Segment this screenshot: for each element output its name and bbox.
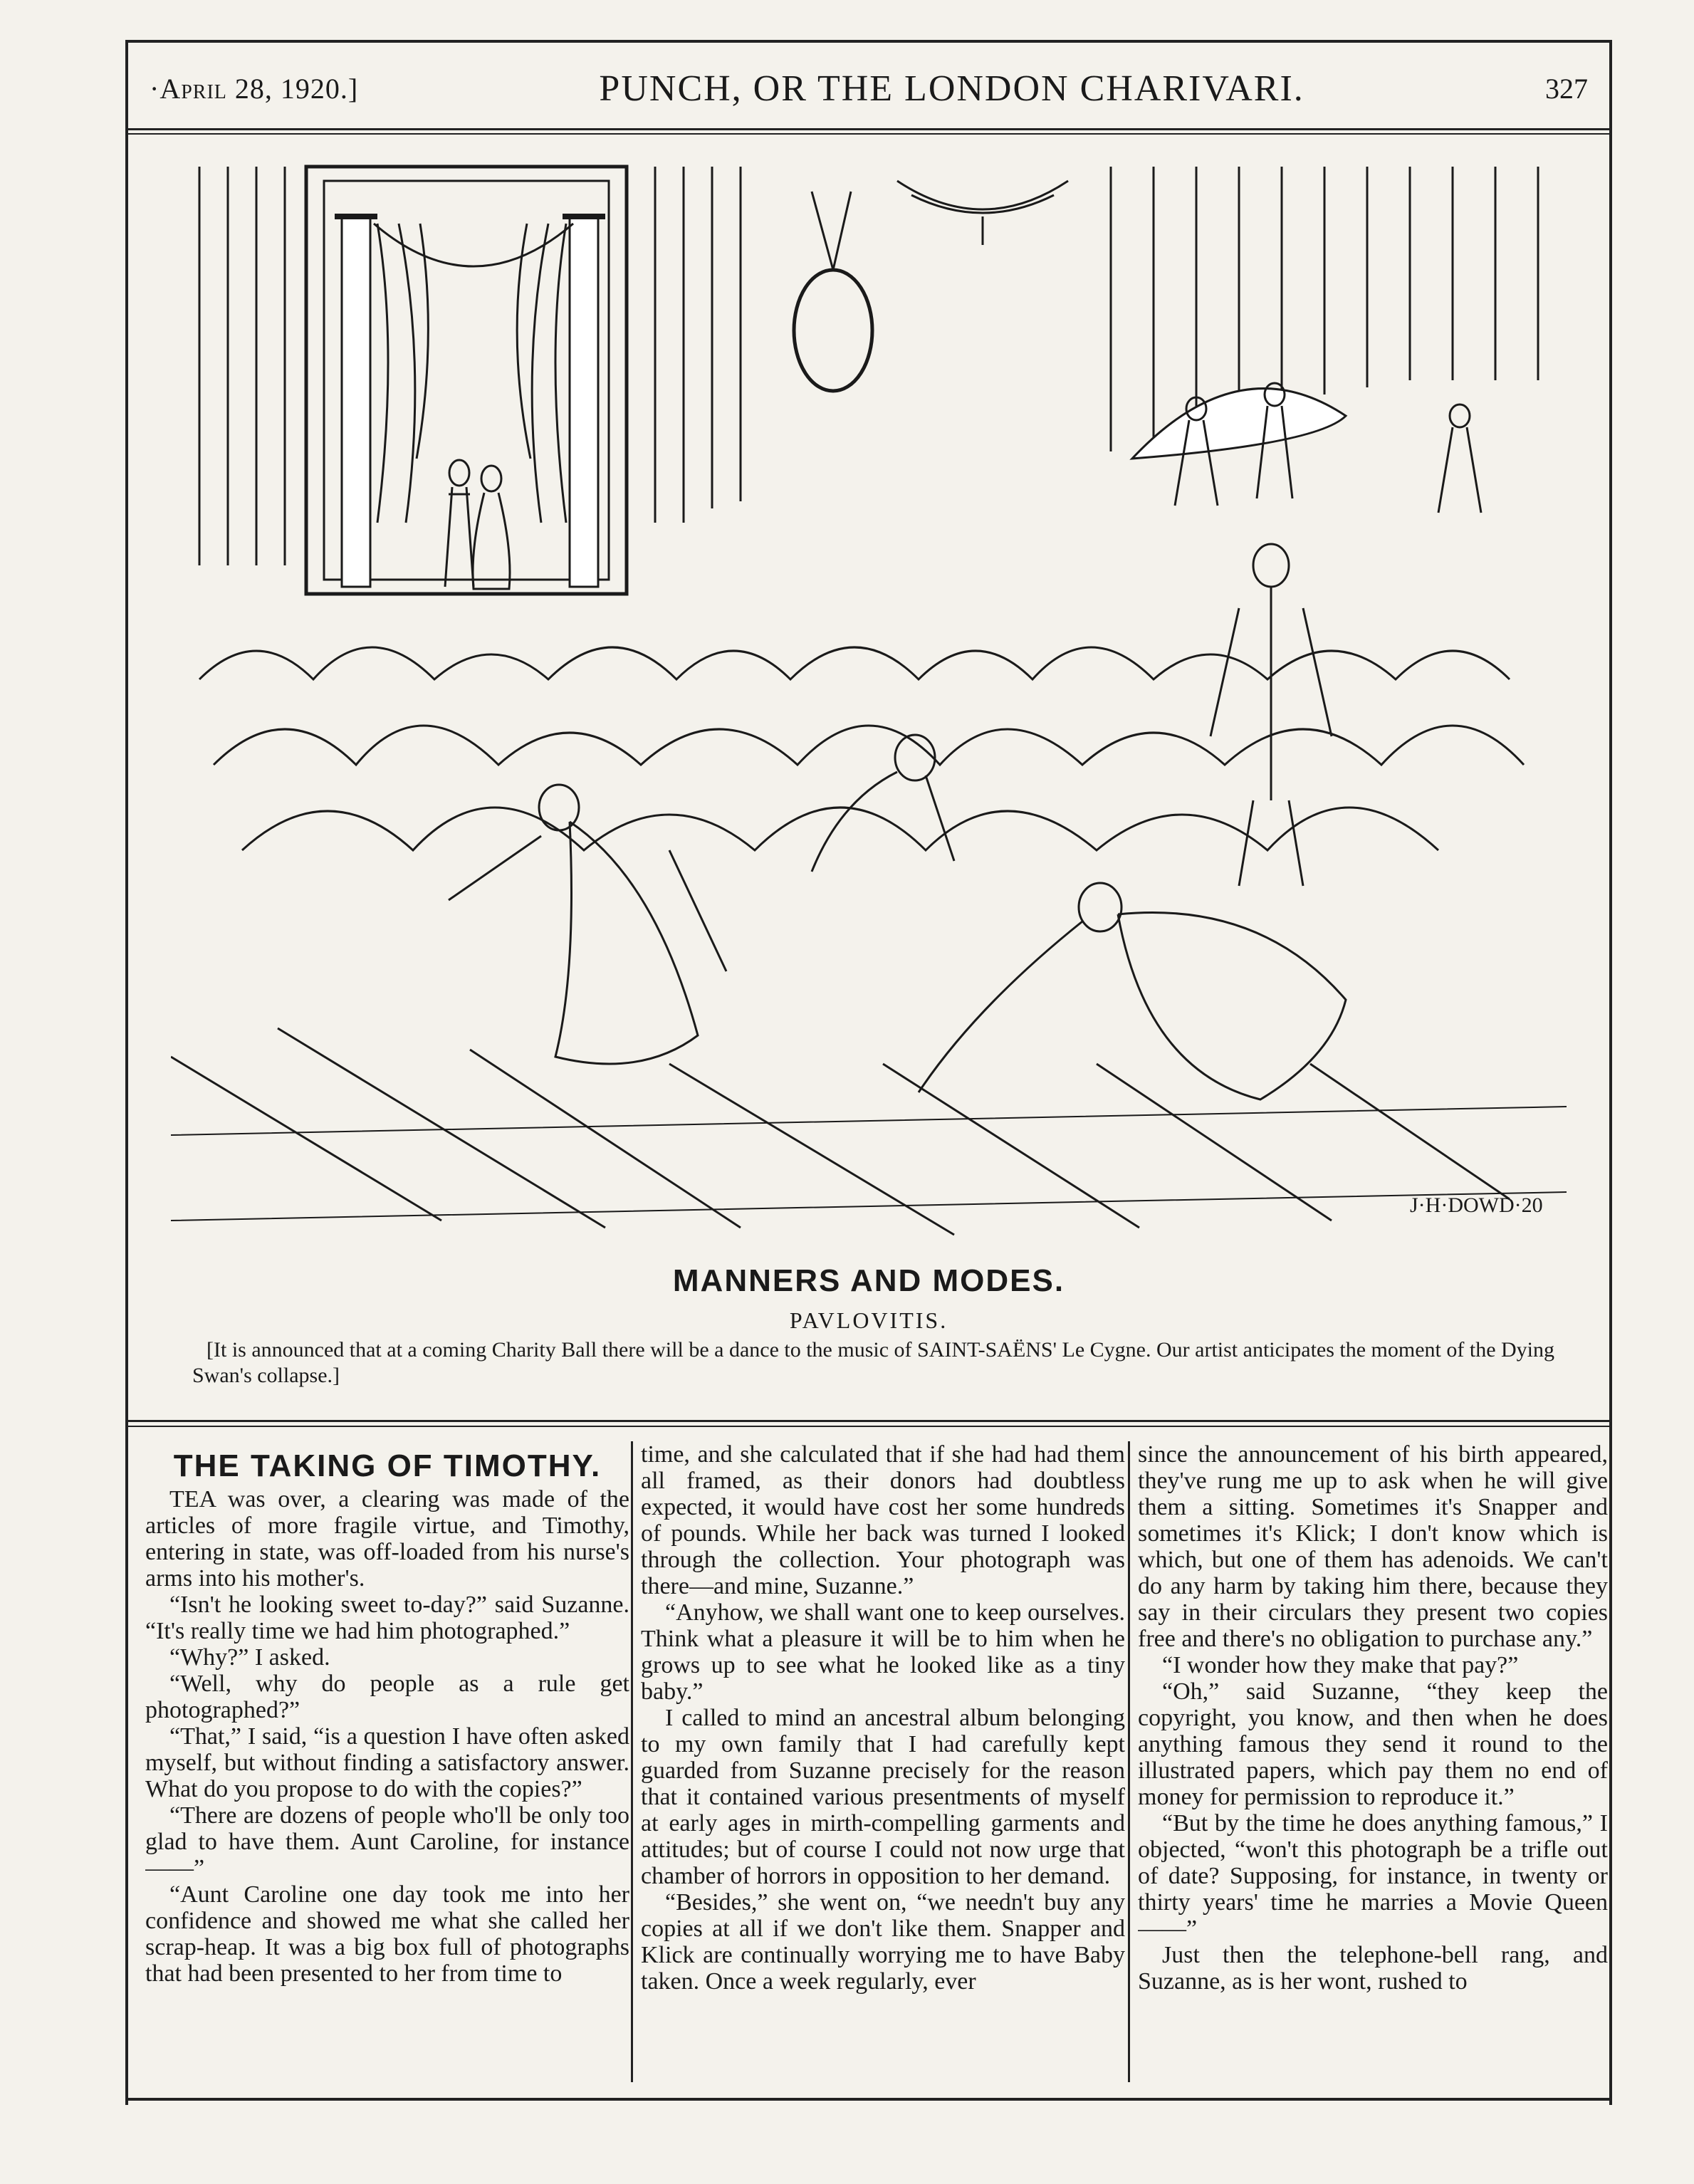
paragraph: “Aunt Caroline one day took me into her confidence and showed me what she called her scrap-heap. It was a big box full of photographs that had been presented to her from time to xyxy=(145,1881,629,1987)
article-column-3 xyxy=(1138,1441,1608,2082)
paragraph: time, and she calculated that if she had had them all framed, as their donors had doubtless expected, it would have cost her some hundreds of pounds. While her back was turned I looked through the collection. Your photograph was there—and mine, Suzanne.” xyxy=(641,1441,1125,1599)
publication-title: PUNCH, OR THE LONDON CHARIVARI. xyxy=(599,68,1305,109)
paragraph: since the announcement of his birth appeared, they've rung me up to ask when he will give them a sitting. Sometimes it's Snapper and sometimes it's Klick; I don't know which is which, but one of them has adenoids. We can't do any harm by taking him there, because they say in their circulars they present two copies free and there's no obligation to purchase any.” xyxy=(1138,1441,1608,1652)
header-rule xyxy=(128,128,1609,130)
paragraph: “Well, why do people as a rule get photographed?” xyxy=(145,1671,629,1723)
paragraph: “Oh,” said Suzanne, “they keep the copyright, you know, and then when he does anything famous they send it round to the illustrated papers, which pay them no end of money for permission to reproduce it.” xyxy=(1138,1678,1608,1810)
column-divider xyxy=(631,1441,633,2082)
paragraph: “There are dozens of people who'll be only too glad to have them. Aunt Caroline, for instance——” xyxy=(145,1802,629,1881)
paragraph: “Isn't he looking sweet to-day?” said Suzanne. “It's really time we had him photographed.” xyxy=(145,1592,629,1644)
caption-rule-thin xyxy=(128,1426,1609,1427)
caption-rule xyxy=(128,1420,1609,1422)
column-divider xyxy=(1128,1441,1130,2082)
cartoon-subtitle: PAVLOVITIS. xyxy=(789,1307,948,1333)
cartoon-note: [It is announced that at a coming Charity Ball there will be a dance to the music of SAINT-SAËNS' Le Cygne. Our artist anticipates the moment of the Dying Swan's collapse.] xyxy=(192,1338,1555,1387)
header-rule-thin xyxy=(128,133,1609,135)
paragraph: “That,” I said, “is a question I have often asked myself, but without finding a satisfactory answer. What do you propose to do with the copies?” xyxy=(145,1723,629,1802)
issue-date: ·April 28, 1920.] xyxy=(150,72,359,105)
ballroom-drawing xyxy=(171,138,1567,1249)
article-column-2 xyxy=(641,1441,1125,2082)
magazine-page xyxy=(125,40,1612,2105)
page-number: 327 xyxy=(1545,72,1588,105)
article-columns xyxy=(128,1441,1609,2082)
paragraph: “Besides,” she went on, “we needn't buy any copies at all if we don't like them. Snapper and Klick are continually worrying me to have Baby taken. Once a week regularly, ever xyxy=(641,1889,1125,1995)
page-header xyxy=(150,53,1588,124)
paragraph: “But by the time he does anything famous,” I objected, “won't this photograph be a trifle out of date? Supposing, for instance, in twenty or thirty years' time he marries a Movie Queen——” xyxy=(1138,1810,1608,1942)
paragraph: “Anyhow, we shall want one to keep ourselves. Think what a pleasure it will be to him when he grows up to see what he looked like as a tiny baby.” xyxy=(641,1599,1125,1705)
article-column-1 xyxy=(145,1441,629,2082)
cartoon-title: MANNERS AND MODES. xyxy=(672,1263,1065,1298)
paragraph: Just then the telephone-bell rang, and Suzanne, as is her wont, rushed to xyxy=(1138,1942,1608,1995)
article-title: THE TAKING OF TIMOTHY. xyxy=(173,1448,602,1483)
artist-signature: J·H·DOWD·20 xyxy=(1410,1193,1543,1217)
top-border xyxy=(128,40,1609,43)
paragraph: TEA was over, a clearing was made of the articles of more fragile virtue, and Timothy, entering in state, was off-loaded from his nurse's arms into his mother's. xyxy=(145,1486,629,1592)
paragraph: “I wonder how they make that pay?” xyxy=(1162,1652,1519,1678)
paragraph: “Why?” I asked. xyxy=(169,1644,330,1671)
cartoon-illustration xyxy=(171,138,1567,1249)
paragraph: I called to mind an ancestral album belonging to my own family that I had carefully kept guarded from Suzanne precisely for the reason that it contained various presentments of myself at early ages in mirth-compelling garments and attitudes; but of course I could not now urge that chamber of horrors in opposition to her demand. xyxy=(641,1705,1125,1889)
bottom-border xyxy=(128,2098,1609,2101)
